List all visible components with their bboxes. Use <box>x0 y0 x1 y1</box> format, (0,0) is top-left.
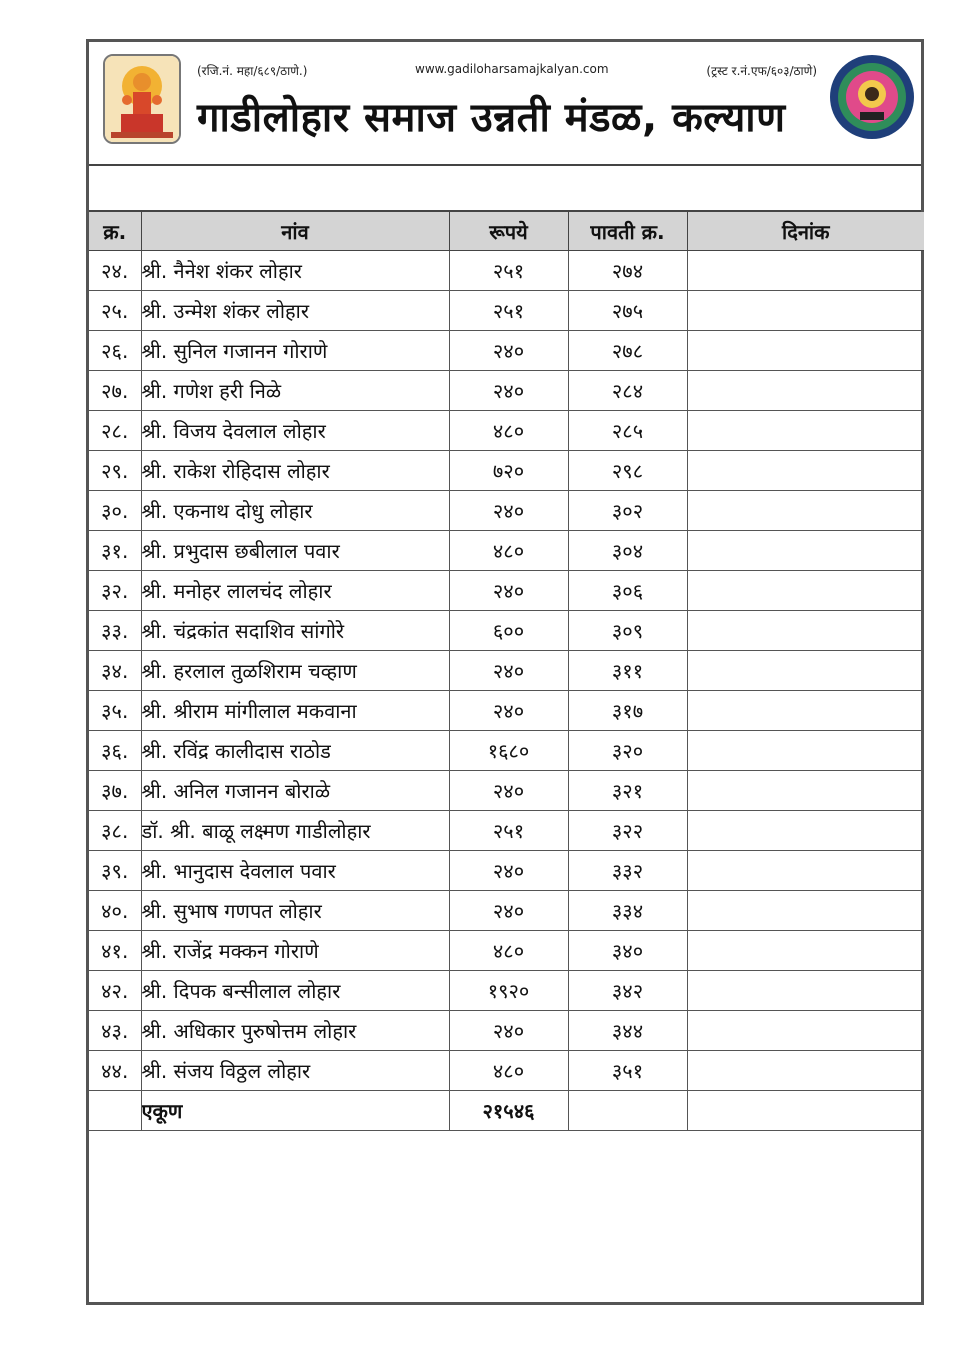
serial-cell: २७. <box>89 371 141 411</box>
serial-cell: ४४. <box>89 1051 141 1091</box>
receipt-cell: ३०२ <box>568 491 687 531</box>
table-row <box>89 1011 924 1051</box>
amount-cell: ७२० <box>449 451 568 491</box>
table-row <box>89 1051 924 1091</box>
amount-cell: २४० <box>449 771 568 811</box>
table-row <box>89 731 924 771</box>
total-amount: २१५४६ <box>449 1091 568 1131</box>
amount-cell: २४० <box>449 891 568 931</box>
total-label: एकूण <box>141 1091 449 1131</box>
table-body <box>89 251 924 1131</box>
name-cell: श्री. श्रीराम मांगीलाल मकवाना <box>141 691 449 731</box>
name-cell: श्री. एकनाथ दोधु लोहार <box>141 491 449 531</box>
table-row <box>89 691 924 731</box>
name-cell: श्री. अनिल गजानन बोराळे <box>141 771 449 811</box>
name-cell: श्री. उन्मेश शंकर लोहार <box>141 291 449 331</box>
table-row <box>89 451 924 491</box>
page-frame <box>86 39 924 1305</box>
amount-cell: २५१ <box>449 291 568 331</box>
name-cell: श्री. सुनिल गजानन गोराणे <box>141 331 449 371</box>
table-row <box>89 411 924 451</box>
name-cell: श्री. राजेंद्र मक्कन गोराणे <box>141 931 449 971</box>
table-row <box>89 491 924 531</box>
name-column-header: नांव <box>141 212 449 251</box>
table-row <box>89 571 924 611</box>
receipt-column-header: पावती क्र. <box>568 212 687 251</box>
date-cell <box>687 931 924 971</box>
name-cell: श्री. चंद्रकांत सदाशिव सांगोरे <box>141 611 449 651</box>
receipt-cell: २७५ <box>568 291 687 331</box>
serial-column-header: क्र. <box>89 212 141 251</box>
total-row <box>89 1091 924 1131</box>
serial-cell: ४२. <box>89 971 141 1011</box>
receipt-cell: ३०९ <box>568 611 687 651</box>
table-row <box>89 771 924 811</box>
name-cell: श्री. रविंद्र कालीदास राठोड <box>141 731 449 771</box>
amount-cell: २४० <box>449 691 568 731</box>
amount-cell: २४० <box>449 851 568 891</box>
date-cell <box>687 531 924 571</box>
amount-cell: ४८० <box>449 1051 568 1091</box>
date-cell <box>687 451 924 491</box>
table-row <box>89 291 924 331</box>
name-cell: श्री. भानुदास देवलाल पवार <box>141 851 449 891</box>
date-cell <box>687 411 924 451</box>
name-cell: श्री. राकेश रोहिदास लोहार <box>141 451 449 491</box>
amount-cell: २४० <box>449 571 568 611</box>
table-row <box>89 891 924 931</box>
serial-cell: २८. <box>89 411 141 451</box>
serial-cell: २९. <box>89 451 141 491</box>
name-cell: श्री. दिपक बन्सीलाल लोहार <box>141 971 449 1011</box>
table-row <box>89 251 924 291</box>
name-cell: श्री. गणेश हरी निळे <box>141 371 449 411</box>
amount-cell: ६०० <box>449 611 568 651</box>
name-cell: डॉ. श्री. बाळू लक्ष्मण गाडीलोहार <box>141 811 449 851</box>
date-cell <box>687 371 924 411</box>
serial-cell: २४. <box>89 251 141 291</box>
deity-emblem-icon <box>103 54 181 144</box>
serial-cell: ४०. <box>89 891 141 931</box>
serial-cell: ३७. <box>89 771 141 811</box>
table-row <box>89 331 924 371</box>
receipt-cell: २९८ <box>568 451 687 491</box>
date-cell <box>687 251 924 291</box>
receipt-cell: ३०४ <box>568 531 687 571</box>
receipt-cell: ३३२ <box>568 851 687 891</box>
amount-cell: ४८० <box>449 931 568 971</box>
blank-band <box>89 166 921 213</box>
name-cell: श्री. विजय देवलाल लोहार <box>141 411 449 451</box>
amount-cell: २४० <box>449 1011 568 1051</box>
serial-cell: ३४. <box>89 651 141 691</box>
amount-cell: २५१ <box>449 251 568 291</box>
receipt-cell: ३२० <box>568 731 687 771</box>
amount-column-header: रूपये <box>449 212 568 251</box>
name-cell: श्री. संजय विठ्ठल लोहार <box>141 1051 449 1091</box>
amount-cell: २४० <box>449 371 568 411</box>
receipt-cell: ३५१ <box>568 1051 687 1091</box>
website-url: www.gadiloharsamajkalyan.com <box>415 62 609 76</box>
receipt-cell: ३११ <box>568 651 687 691</box>
serial-cell: ३६. <box>89 731 141 771</box>
name-cell: श्री. मनोहर लालचंद लोहार <box>141 571 449 611</box>
serial-cell: ४३. <box>89 1011 141 1051</box>
letterhead <box>89 42 921 166</box>
date-cell <box>687 731 924 771</box>
date-column-header: दिनांक <box>687 212 924 251</box>
serial-cell: ३०. <box>89 491 141 531</box>
receipt-cell: ३२२ <box>568 811 687 851</box>
contribution-table <box>89 212 924 1131</box>
serial-cell: ३५. <box>89 691 141 731</box>
table-row <box>89 971 924 1011</box>
date-cell <box>687 1011 924 1051</box>
date-cell <box>687 851 924 891</box>
receipt-cell: ३१७ <box>568 691 687 731</box>
amount-cell: २४० <box>449 491 568 531</box>
serial-cell: ३३. <box>89 611 141 651</box>
date-cell <box>687 331 924 371</box>
table-row <box>89 611 924 651</box>
date-cell <box>687 771 924 811</box>
name-cell: श्री. सुभाष गणपत लोहार <box>141 891 449 931</box>
receipt-cell: २८४ <box>568 371 687 411</box>
name-cell: श्री. अधिकार पुरुषोत्तम लोहार <box>141 1011 449 1051</box>
receipt-cell: २७८ <box>568 331 687 371</box>
serial-cell: ३९. <box>89 851 141 891</box>
serial-cell: ३२. <box>89 571 141 611</box>
date-cell <box>687 571 924 611</box>
date-cell <box>687 971 924 1011</box>
organization-name: गाडीलोहार समाज उन्नती मंडळ, कल्याण <box>197 95 786 141</box>
serial-cell: ३१. <box>89 531 141 571</box>
circular-seal-emblem-icon <box>829 54 915 140</box>
total-receipt-cell <box>568 1091 687 1131</box>
receipt-cell: ३२१ <box>568 771 687 811</box>
amount-cell: १९२० <box>449 971 568 1011</box>
date-cell <box>687 611 924 651</box>
receipt-cell: ३४२ <box>568 971 687 1011</box>
name-cell: श्री. हरलाल तुळशिराम चव्हाण <box>141 651 449 691</box>
serial-cell: ३८. <box>89 811 141 851</box>
name-cell: श्री. नैनेश शंकर लोहार <box>141 251 449 291</box>
date-cell <box>687 291 924 331</box>
receipt-cell: ३३४ <box>568 891 687 931</box>
amount-cell: ४८० <box>449 531 568 571</box>
date-cell <box>687 691 924 731</box>
table-row <box>89 371 924 411</box>
serial-cell: २५. <box>89 291 141 331</box>
table-row <box>89 851 924 891</box>
amount-cell: २४० <box>449 651 568 691</box>
date-cell <box>687 1051 924 1091</box>
receipt-cell: २८५ <box>568 411 687 451</box>
amount-cell: ४८० <box>449 411 568 451</box>
date-cell <box>687 491 924 531</box>
table-row <box>89 811 924 851</box>
receipt-cell: ३४४ <box>568 1011 687 1051</box>
registration-number-right: (ट्रस्ट र.नं.एफ/६०३/ठाणे) <box>706 64 817 78</box>
table-header-row <box>89 212 924 251</box>
receipt-cell: ३०६ <box>568 571 687 611</box>
date-cell <box>687 891 924 931</box>
serial-cell: ४१. <box>89 931 141 971</box>
table-row <box>89 651 924 691</box>
date-cell <box>687 811 924 851</box>
name-cell: श्री. प्रभुदास छबीलाल पवार <box>141 531 449 571</box>
total-serial-cell <box>89 1091 141 1131</box>
registration-number-left: (रजि.नं. महा/६८९/ठाणे.) <box>197 64 308 78</box>
receipt-cell: २७४ <box>568 251 687 291</box>
table-row <box>89 531 924 571</box>
total-date-cell <box>687 1091 924 1131</box>
receipt-cell: ३४० <box>568 931 687 971</box>
amount-cell: १६८० <box>449 731 568 771</box>
amount-cell: २५१ <box>449 811 568 851</box>
amount-cell: २४० <box>449 331 568 371</box>
date-cell <box>687 651 924 691</box>
serial-cell: २६. <box>89 331 141 371</box>
table-row <box>89 931 924 971</box>
